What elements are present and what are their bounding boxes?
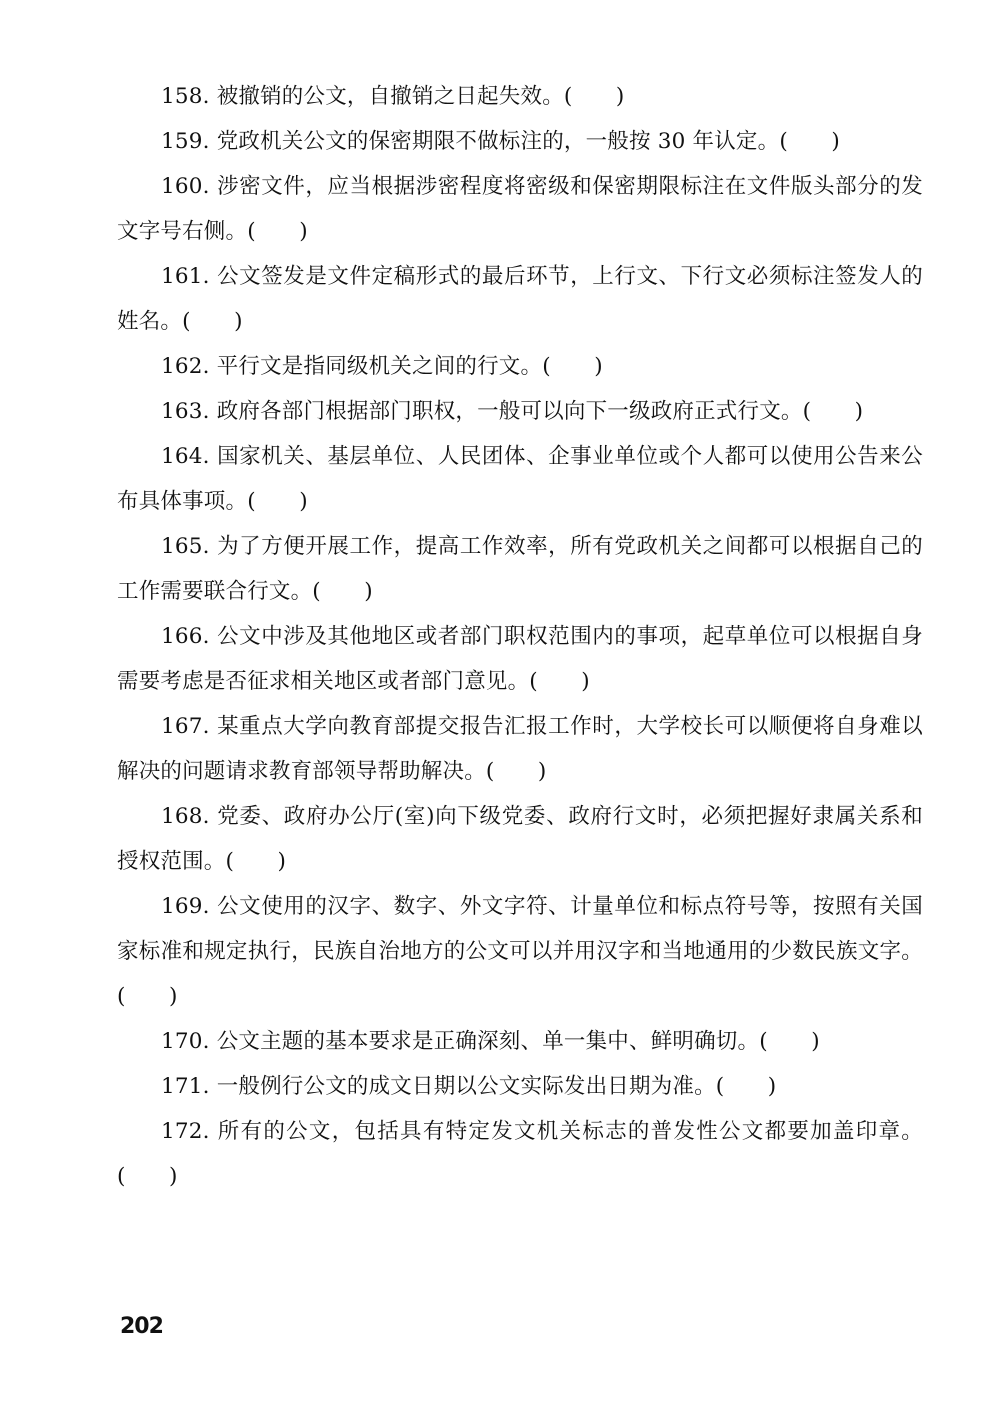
question-165: 165. 为了方便开展工作，提高工作效率，所有党政机关之间都可以根据自己的工作需要联合行文。( ) xyxy=(117,534,923,604)
question-161: 161. 公文签发是文件定稿形式的最后环节，上行文、下行文必须标注签发人的姓名。( ) xyxy=(117,264,923,334)
question-list xyxy=(117,74,923,1199)
question-164: 164. 国家机关、基层单位、人民团体、企事业单位或个人都可以使用公告来公布具体事项。( ) xyxy=(117,444,923,514)
question-172: 172. 所有的公文，包括具有特定发文机关标志的普发性公文都要加盖印章。( ) xyxy=(117,1119,923,1189)
question-170: 170. 公文主题的基本要求是正确深刻、单一集中、鲜明确切。( ) xyxy=(161,1029,820,1054)
question-158: 158. 被撤销的公文，自撤销之日起失效。( ) xyxy=(161,84,625,109)
question-167: 167. 某重点大学向教育部提交报告汇报工作时，大学校长可以顺便将自身难以解决的问题请求教育部领导帮助解决。( ) xyxy=(117,714,923,784)
question-159: 159. 党政机关公文的保密期限不做标注的，一般按 30 年认定。( ) xyxy=(161,129,840,154)
question-169: 169. 公文使用的汉字、数字、外文字符、计量单位和标点符号等，按照有关国家标准和规定执行，民族自治地方的公文可以并用汉字和当地通用的少数民族文字。( ) xyxy=(117,894,923,1009)
question-162: 162. 平行文是指同级机关之间的行文。( ) xyxy=(161,354,603,379)
question-171: 171. 一般例行公文的成文日期以公文实际发出日期为准。( ) xyxy=(161,1074,777,1099)
question-160: 160. 涉密文件，应当根据涉密程度将密级和保密期限标注在文件版头部分的发文字号右侧。( ) xyxy=(117,174,923,244)
page-number: 202 xyxy=(120,1314,163,1339)
question-163: 163. 政府各部门根据部门职权，一般可以向下一级政府正式行文。( ) xyxy=(161,399,864,424)
question-168: 168. 党委、政府办公厅(室)向下级党委、政府行文时，必须把握好隶属关系和授权范围。( ) xyxy=(117,804,923,874)
question-166: 166. 公文中涉及其他地区或者部门职权范围内的事项，起草单位可以根据自身需要考虑是否征求相关地区或者部门意见。( ) xyxy=(117,624,923,694)
